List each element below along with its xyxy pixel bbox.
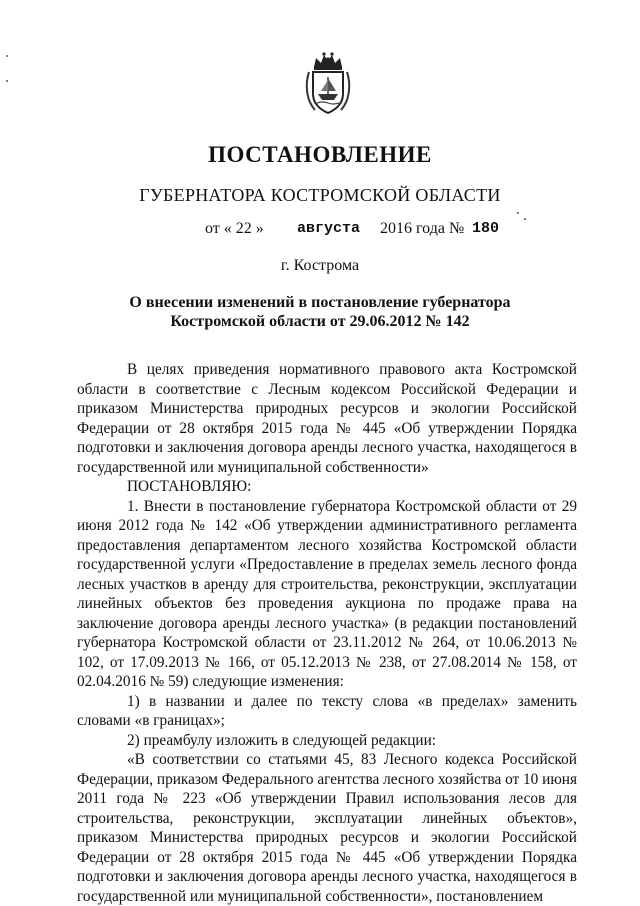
document-body — [77, 360, 577, 906]
subject-line-1: О внесении изменений в постановление губернатора — [129, 294, 511, 311]
date-month: августа — [297, 220, 361, 237]
paragraph-item-1: 1. Внести в постановление губернатора Костромской области от 29 июня 2012 года № 142 «Об утверждении административного регламента предоставления департаментом лесного хозяйства Костромской области государственной услуги «Предоставление в пределах земель лесного фонда лесных участков в аренду для строительства, реконструкции, эксплуатации линейных объектов без проведения аукциона по продаже права на заключение договора аренды лесного участка» (в редакции постановлений губернатора Костромской области от 23.11.2012 № 264, от 10.06.2013 № 102, от 17.09.2013 № 166, от 05.12.2013 № 238, от 27.08.2014 № 158, от 02.04.2016 № 59) следующие изменения: — [77, 497, 577, 690]
document-number: 180 — [472, 220, 500, 237]
city-label: г. Кострома — [280, 257, 360, 274]
date-prefix: от « 22 » — [205, 220, 264, 237]
scan-speck — [524, 218, 526, 220]
scan-speck — [517, 212, 519, 214]
paragraph-subitem-2: 2) преамбулу изложить в следующей редакции: — [127, 731, 437, 749]
paragraph-subitem-1: 1) в названии и далее по тексту слова «в пределах» заменить словами «в границах»; — [77, 692, 577, 729]
issuer-title: ГУБЕРНАТОРА КОСТРОМСКОЙ ОБЛАСТИ — [139, 185, 501, 205]
scan-speck — [6, 55, 8, 57]
scan-speck — [6, 80, 8, 82]
document-title: ПОСТАНОВЛЕНИЕ — [208, 142, 432, 167]
decree-word: ПОСТАНОВЛЯЮ: — [127, 478, 252, 495]
paragraph-new-preamble: «В соответствии со статьями 45, 83 Лесного кодекса Российской Федерации, приказом Федерального агентства лесного хозяйства от 10 июня 2011 года № 223 «Об утверждении Правил использования лесов для строительства, реконструкции, эксплуатации линейных объектов», приказом Министерства природных ресурсов и экологии Российской Федерации от 28 октября 2015 года № 445 «Об утверждении Порядка подготовки и заключения договора аренды лесного участка, находящегося в государственной или муниципальной собственности», постановлением — [77, 751, 577, 905]
date-year: 2016 года № — [380, 220, 465, 237]
paragraph-preamble: В целях приведения нормативного правового акта Костромской области в соответствие с Лесным кодексом Российской Федерации и приказом Министерства природных ресурсов и экологии Российской Федерации от 28 октября 2015 года № 445 «Об утверждении Порядка подготовки и заключения договора аренды лесного участка, находящегося в государственной или муниципальной собственности» — [77, 361, 577, 476]
coat-of-arms-icon — [303, 50, 353, 116]
subject-line-2: Костромской области от 29.06.2012 № 142 — [170, 313, 470, 330]
